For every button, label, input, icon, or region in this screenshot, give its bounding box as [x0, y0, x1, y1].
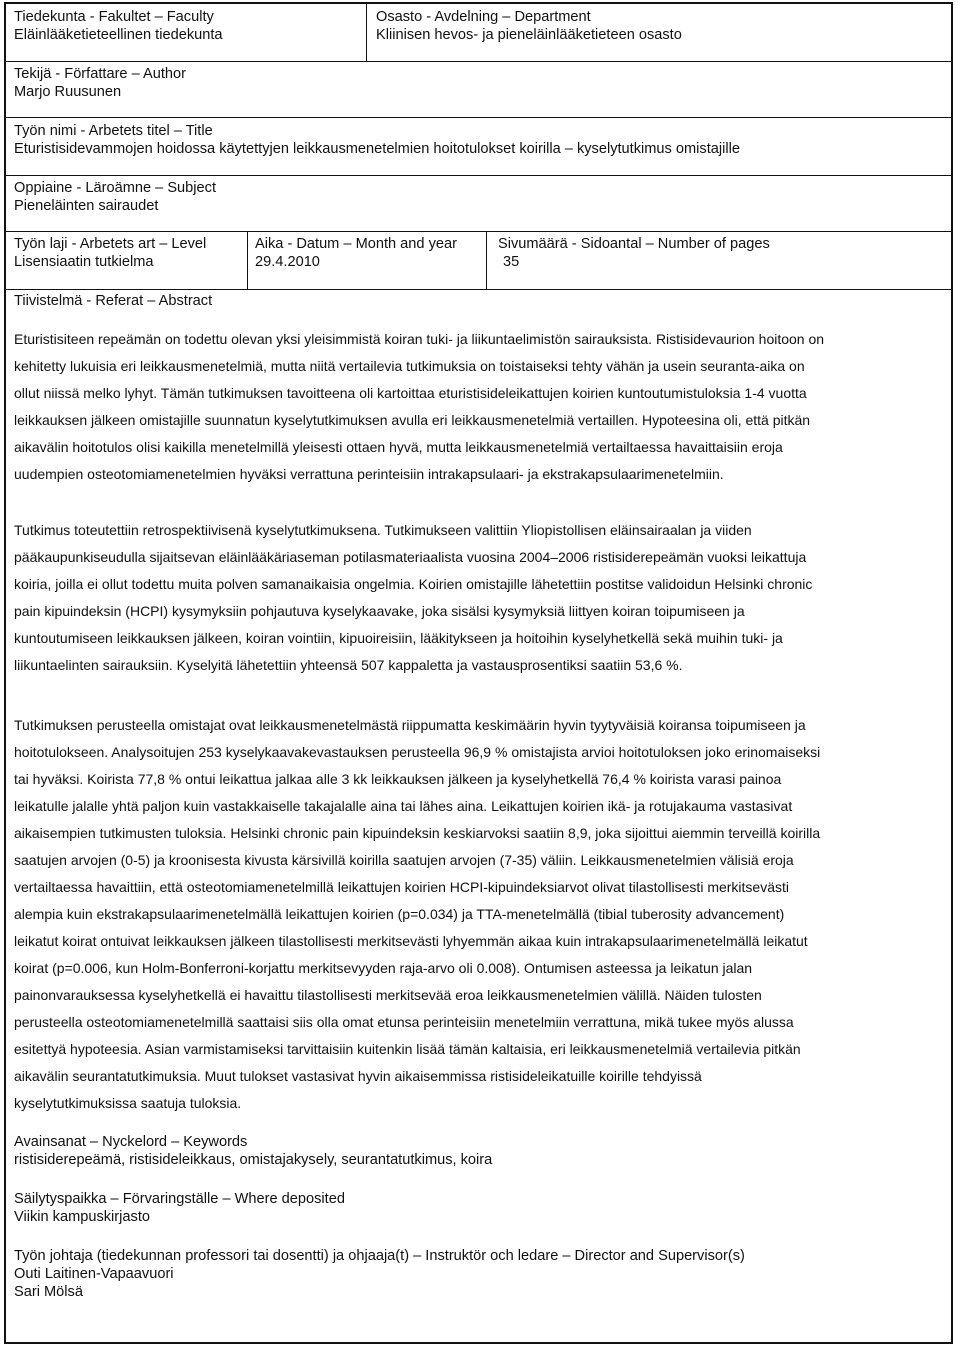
abstract-line: kuntoutumiseen leikkauksen jälkeen, koiran vointiin, kipuoireisiin, lääkitykseen ja hoitoihin kyselyhetkellä sekä muihin tuki- ja [14, 630, 783, 646]
row-divider [6, 61, 951, 62]
title-label: Työn nimi - Arbetets titel – Title [14, 123, 213, 139]
keywords-value: ristisiderepeämä, ristisideleikkaus, omistajakysely, seurantatutkimus, koira [14, 1152, 493, 1168]
abstract-line: leikkauksen jälkeen omistajille suunnatun kyselytutkimuksen avulla eri leikkausmenetelmiä vertaillen. Hypoteesina oli, että pitkän [14, 412, 811, 428]
abstract-paragraph-2 [14, 517, 944, 679]
supervisor-label: Työn johtaja (tiedekunnan professori tai dosentti) ja ohjaaja(t) – Instruktör och ledare – Director and Supervisor(s) [14, 1248, 745, 1264]
row-divider [6, 289, 951, 290]
row-divider [6, 175, 951, 176]
abstract-line: kyselytutkimuksissa saatuja tuloksia. [14, 1095, 242, 1111]
abstract-line: Tutkimuksen perusteella omistajat ovat leikkausmenetelmästä riippumatta keskimäärin hyvin tyytyväisiä koiransa toipumiseen ja [14, 717, 806, 733]
department-value: Kliinisen hevos- ja pieneläinlääketieteen osasto [376, 27, 682, 43]
abstract-line: esitettyä hypoteesia. Asian varmistamiseksi tarvittaisiin kuitenkin lisää tämän kaltaisia, eri leikkausmenetelmiä vertailevia pitkän [14, 1041, 801, 1057]
level-value: Lisensiaatin tutkielma [14, 254, 154, 270]
header-divider [366, 4, 367, 61]
abstract-paragraph-1 [14, 326, 944, 488]
abstract-line: aikavälin seurantatutkimuksia. Muut tulokset vastasivat hyvin aikaisemmissa ristisideleikatuille koirille tehdyissä [14, 1068, 702, 1084]
department-label: Osasto - Avdelning – Department [376, 9, 591, 25]
date-label: Aika - Datum – Month and year [255, 236, 457, 252]
abstract-line: aikavälin hoitotulos olisi kaikilla menetelmillä yleisesti ottaen hyvä, mutta leikkausmenetelmiä vertailtaessa havaittaisiin eroja [14, 439, 783, 455]
abstract-line: saatujen arvojen (0-5) ja kroonisesta kivusta kärsivillä koirilla saatujen arvojen (7-35) väliin. Leikkausmenetelmien välisiä eroja [14, 852, 794, 868]
abstract-line: leikatulle jalalle yhtä paljon kuin vastakkaiselle takajalalle aina tai lähes aina. Leikattujen koirien ikä- ja rotujakauma vastasivat [14, 798, 793, 814]
abstract-line: kehitetty lukuisia eri leikkausmenetelmiä, mutta niitä vertailevia tutkimuksia on toistaiseksi tehty vähän ja usein seuranta-aika on [14, 358, 805, 374]
abstract-line: perusteella osteotomiamenetelmillä saattaisi siis olla omat etunsa perinteisiin menetelmiin verrattuna, mikä tukee myös alussa [14, 1014, 794, 1030]
pages-label: Sivumäärä - Sidoantal – Number of pages [498, 236, 770, 252]
title-value: Eturistisidevammojen hoidossa käytettyjen leikkausmenetelmien hoitotulokset koirilla – kyselytutkimus omistajille [14, 141, 740, 157]
abstract-line: tai hyväksi. Koirista 77,8 % ontui leikattua jalkaa alle 3 kk leikkauksen jälkeen ja kyselyhetkellä 76,4 % koirista varasi painoa [14, 771, 782, 787]
abstract-line: alempia kuin ekstrakapsulaarimenetelmällä leikattujen koirien (p=0.034) ja TTA-menetelmällä (tibial tuberosity advancement) [14, 906, 785, 922]
row-divider [6, 231, 951, 232]
row-divider [6, 117, 951, 118]
abstract-line: hoitotulokseen. Analysoitujen 253 kyselykaavakevastauksen perusteella 96,9 % omistajista arvioi hoitotuloksen joko erinomaiseksi [14, 744, 821, 760]
abstract-line: aikaisempien tutkimusten tuloksia. Helsinki chronic pain kipuindeksin keskiarvoksi saatiin 8,9, joka sijoittui aiemmin terveillä koirilla [14, 825, 821, 841]
supervisor-name: Sari Mölsä [14, 1284, 83, 1300]
abstract-form [4, 2, 953, 1344]
faculty-value: Eläinlääketieteellinen tiedekunta [14, 27, 223, 43]
abstract-label: Tiivistelmä - Referat – Abstract [14, 293, 213, 309]
supervisor-name: Outi Laitinen-Vapaavuori [14, 1266, 174, 1282]
column-divider [486, 231, 487, 289]
abstract-line: pääkaupunkiseudulla sijaitsevan eläinlääkäriaseman potilasmateriaalista vuosina 2004–2006 ristisiderepeämän vuoksi leikattuja [14, 549, 807, 565]
abstract-line: koiria, joilla ei ollut todettu muita polven samanaikaisia ongelmia. Koirien omistajille lähetettiin postitse validoidun Helsinki chronic [14, 576, 813, 592]
abstract-line: leikatut koirat ontuivat leikkauksen jälkeen tilastollisesti merkitsevästi lyhyemmän aikaa kuin intrakapsulaarimenetelmällä leikatut [14, 933, 808, 949]
abstract-paragraph-3 [14, 712, 944, 1117]
abstract-line: painonvarauksessa kyselyhetkellä ei havaittu tilastollisesti merkitsevää eroa leikkausmenetelmien välillä. Näiden tulosten [14, 987, 762, 1003]
author-value: Marjo Ruusunen [14, 84, 122, 100]
pages-value: 35 [503, 254, 520, 270]
keywords-label: Avainsanat – Nyckelord – Keywords [14, 1134, 248, 1150]
abstract-line: vertailtaessa havaittiin, että osteotomiamenetelmillä leikattujen koirien HCPI-kipuindeksiarvot olivat tilastollisesti merkitsevästi [14, 879, 789, 895]
abstract-line: ollut niissä melko lyhyt. Tämän tutkimuksen tavoitteena oli kartoittaa eturistisideleikattujen koirien kuntoutumistuloksia 1-4 vuotta [14, 385, 807, 401]
column-divider [247, 231, 248, 289]
abstract-line: liikuntaelinten sairauksiin. Kyselyitä lähetettiin yhteensä 507 kappaletta ja vastausprosentiksi saatiin 53,6 %. [14, 657, 683, 673]
abstract-line: uudempien osteotomiamenetelmien hyväksi verrattuna perinteisiin intrakapsulaari- ja ekstrakapsulaarimenetelmiin. [14, 466, 724, 482]
subject-label: Oppiaine - Läroämne – Subject [14, 180, 217, 196]
abstract-line: pain kipuindeksin (HCPI) kysymyksiin pohjautuva kyselykaavake, joka sisälsi kysymyksiä liittyen koiran toipumiseen ja [14, 603, 745, 619]
author-label: Tekijä - Författare – Author [14, 66, 186, 82]
abstract-line: Tutkimus toteutettiin retrospektiivisenä kyselytutkimuksena. Tutkimukseen valittiin Yliopistollisen eläinsairaalan ja viiden [14, 522, 752, 538]
faculty-label: Tiedekunta - Fakultet – Faculty [14, 9, 214, 25]
level-label: Työn laji - Arbetets art – Level [14, 236, 207, 252]
date-value: 29.4.2010 [255, 254, 320, 270]
subject-value: Pieneläinten sairaudet [14, 198, 159, 214]
deposited-label: Säilytyspaikka – Förvaringställe – Where deposited [14, 1191, 345, 1207]
deposited-value: Viikin kampuskirjasto [14, 1209, 150, 1225]
abstract-line: koirat (p=0.006, kun Holm-Bonferroni-korjattu merkitsevyyden raja-arvo oli 0.008). Ontumisen asteessa ja leikatun jalan [14, 960, 753, 976]
abstract-line: Eturistisiteen repeämän on todettu olevan yksi yleisimmistä koiran tuki- ja liikuntaelimistön sairauksista. Ristisidevaurion hoitoon on [14, 331, 825, 347]
